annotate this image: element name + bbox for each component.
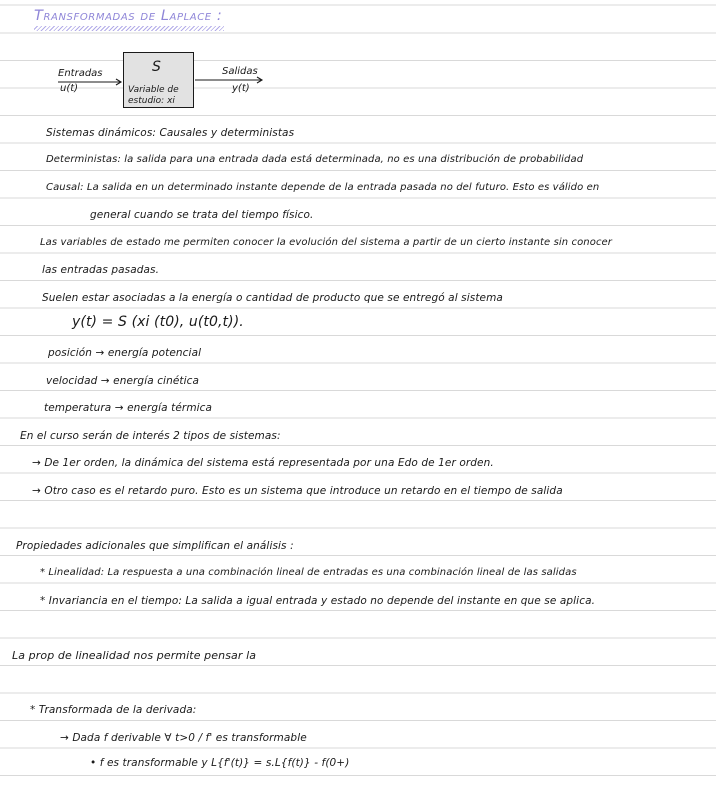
note-line-retardo: → Otro caso es el retardo puro. Esto es un sistema que introduce un retardo en el tiempo de salida bbox=[32, 485, 563, 497]
note-line-f-transformable: • f es transformable y L{f'(t)} = s.L{f(t)} - f(0+) bbox=[90, 757, 350, 769]
block-inner-line-2: estudio: xi bbox=[128, 96, 175, 106]
note-line-posicion: posición → energía potencial bbox=[48, 347, 202, 359]
note-line-invariancia: * Invariancia en el tiempo: La salida a igual entrada y estado no depende del instante en que se aplica. bbox=[40, 595, 596, 607]
input-signal: u(t) bbox=[60, 83, 79, 94]
note-line-dada-f: → Dada f derivable ∀ t>0 / f' es transformable bbox=[60, 732, 307, 744]
note-line-transformada-derivada: * Transformada de la derivada: bbox=[30, 704, 197, 716]
input-label: Entradas bbox=[58, 68, 103, 79]
note-line-variables: Las variables de estado me permiten conocer la evolución del sistema a partir de un cierto instante sin conocer bbox=[40, 237, 613, 248]
note-line-energia: Suelen estar asociadas a la energía o cantidad de producto que se entregó al sistema bbox=[42, 292, 503, 304]
note-line-curso: En el curso serán de interés 2 tipos de sistemas: bbox=[20, 430, 281, 442]
note-line-causal-cont: general cuando se trata del tiempo físico. bbox=[90, 209, 314, 221]
note-line-formula: y(t) = S (xi (t0), u(t0,t)). bbox=[72, 314, 244, 330]
note-line-propiedades: Propiedades adicionales que simplifican el análisis : bbox=[16, 540, 294, 552]
page-title: Transformadas de Laplace : bbox=[34, 8, 223, 24]
output-signal: y(t) bbox=[232, 83, 250, 94]
note-line-prop-linealidad: La prop de linealidad nos permite pensar la bbox=[12, 649, 257, 662]
note-line-temperatura: temperatura → energía térmica bbox=[44, 402, 213, 414]
note-line-sistemas: Sistemas dinámicos: Causales y deterministas bbox=[46, 127, 295, 139]
note-line-causal: Causal: La salida en un determinado instante depende de la entrada pasada no del futuro. Esto es válido en bbox=[46, 182, 600, 193]
note-line-linealidad: * Linealidad: La respuesta a una combinación lineal de entradas es una combinación lineal de las salidas bbox=[40, 567, 577, 578]
note-line-variables-cont: las entradas pasadas. bbox=[42, 264, 160, 276]
output-label: Salidas bbox=[222, 66, 258, 77]
note-line-primer-orden: → De 1er orden, la dinámica del sistema está representada por una Edo de 1er orden. bbox=[32, 457, 494, 469]
note-line-deterministas: Deterministas: la salida para una entrada dada está determinada, no es una distribución de probabilidad bbox=[46, 154, 584, 165]
note-line-velocidad: velocidad → energía cinética bbox=[46, 375, 200, 387]
system-symbol: S bbox=[152, 59, 161, 75]
block-inner-line-1: Variable de bbox=[128, 85, 179, 95]
